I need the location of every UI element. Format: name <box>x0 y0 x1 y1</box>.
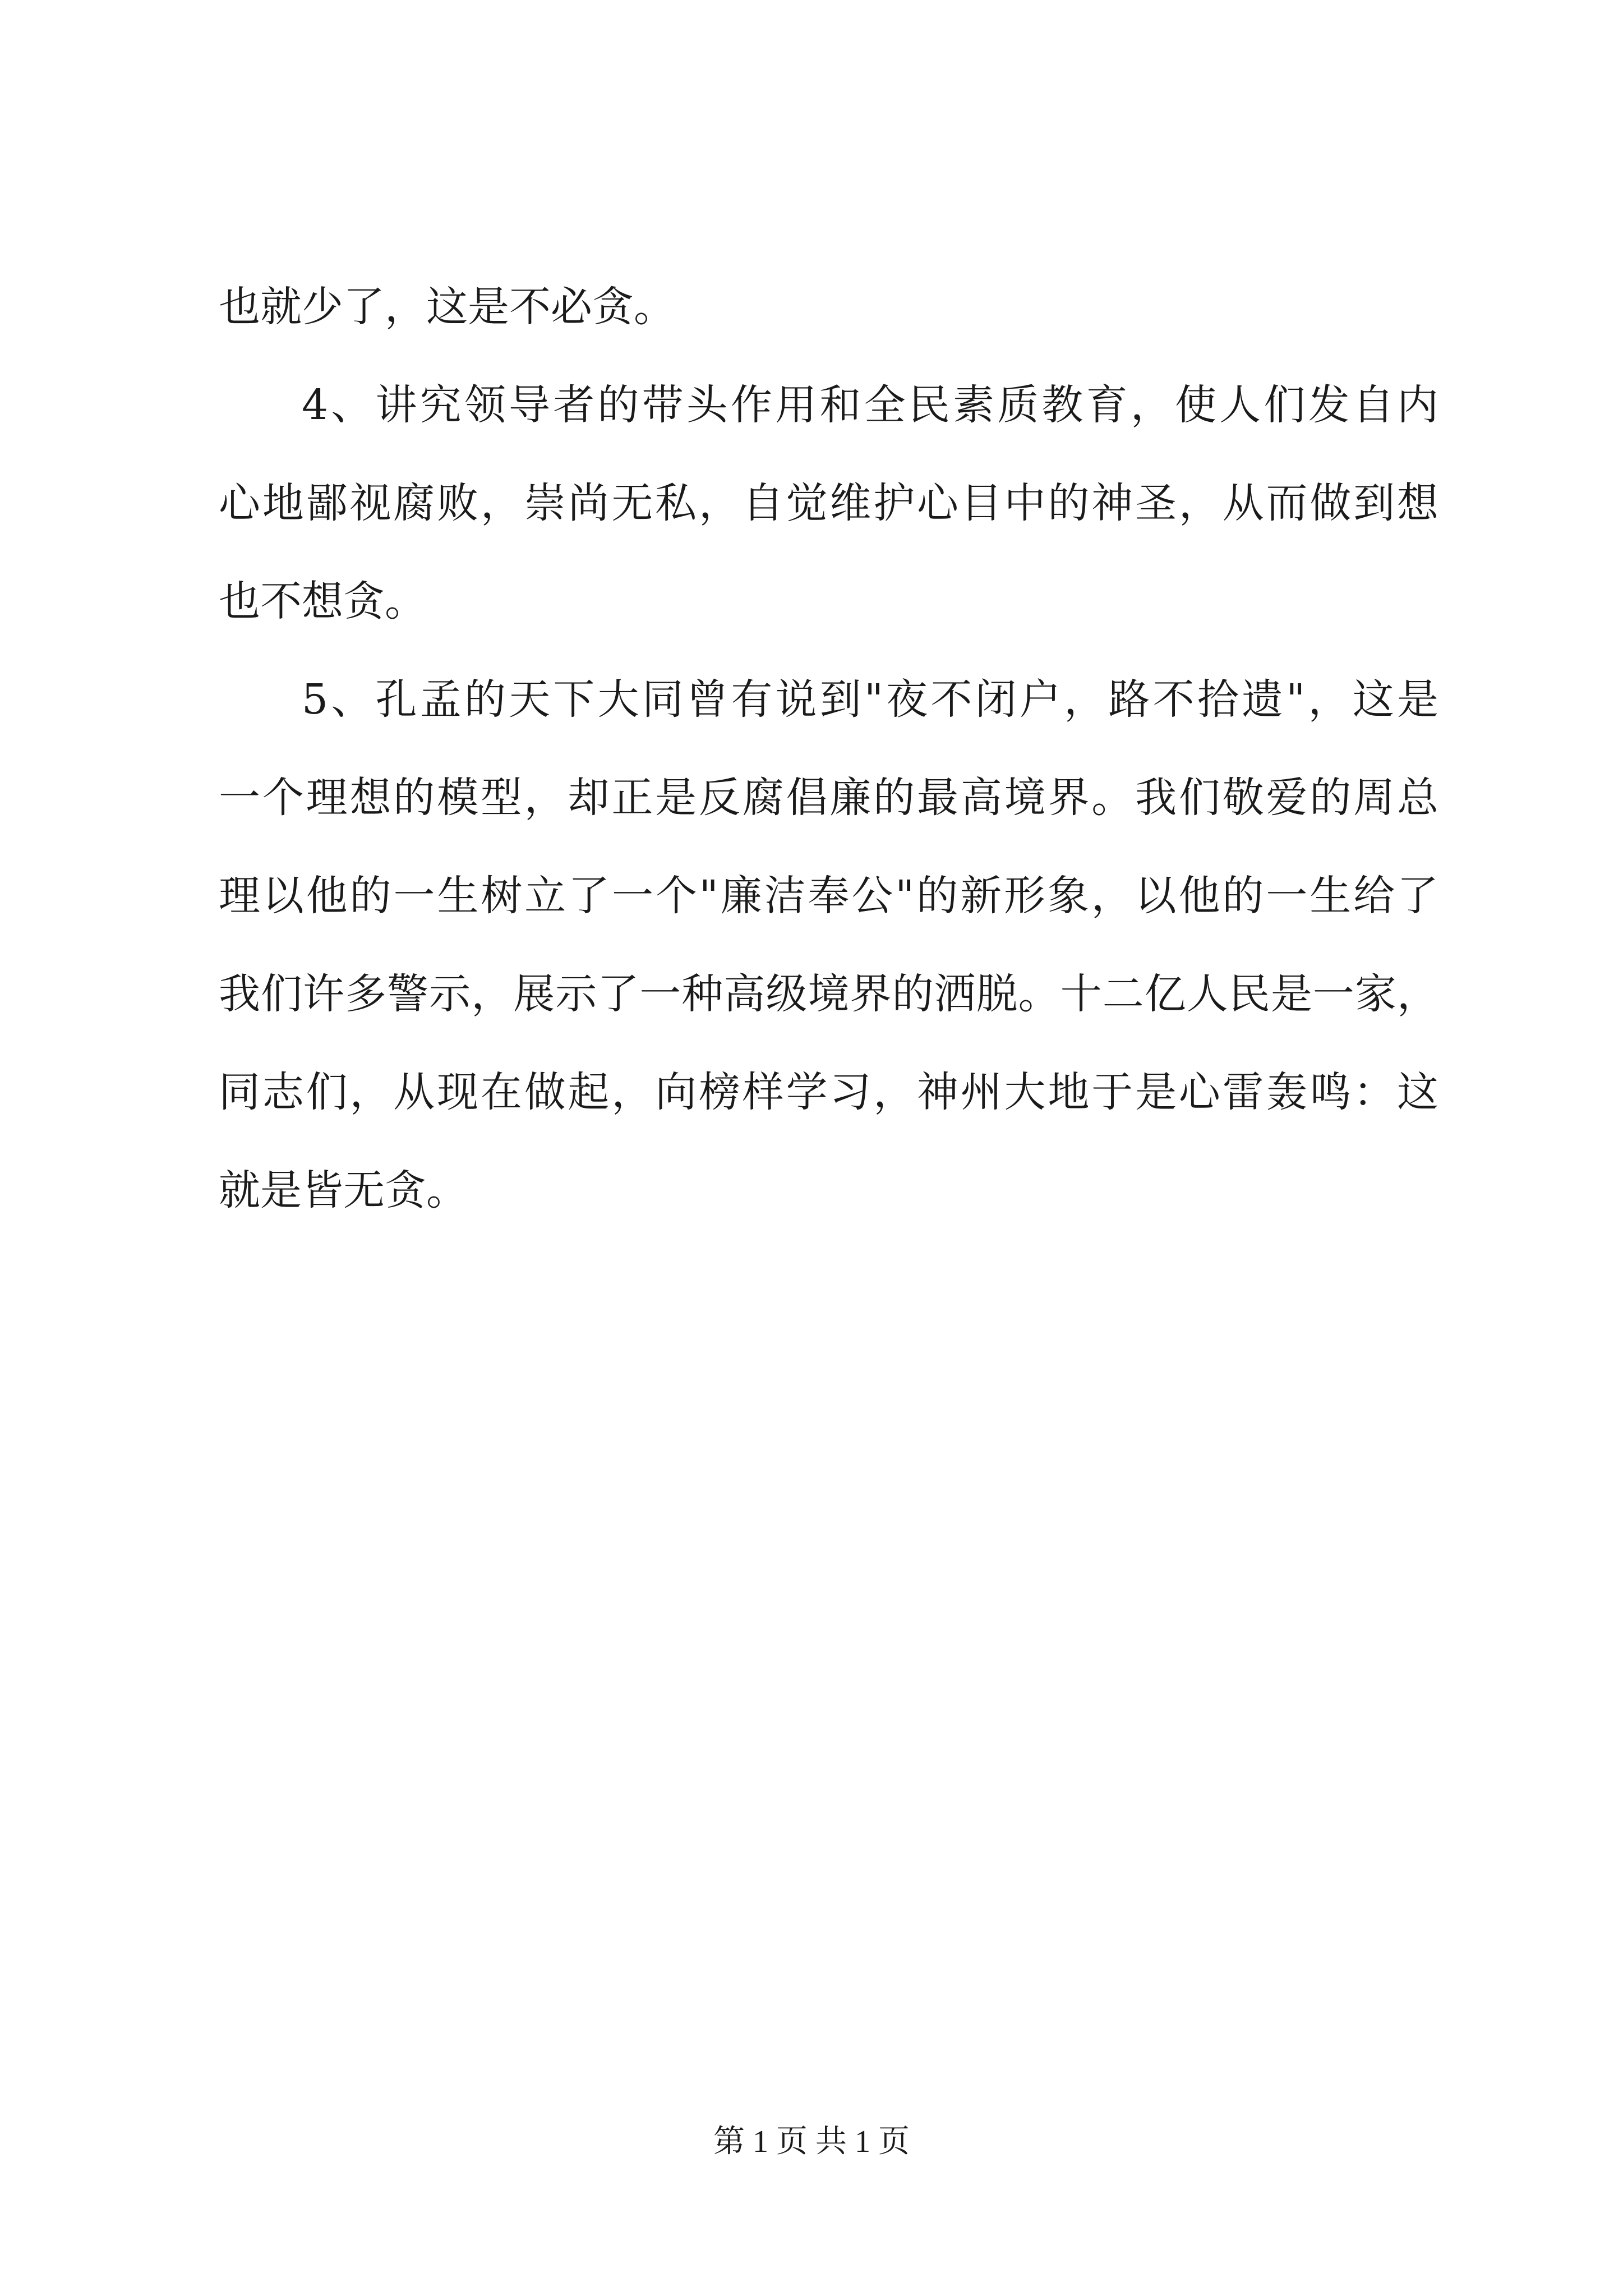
text-line: 就是皆无贪。 <box>219 1166 468 1214</box>
text-line: 我们许多警示，展示了一种高级境界的洒脱。十二亿人民是一家， <box>219 970 1438 1018</box>
text-line: 理以他的一生树立了一个"廉洁奉公"的新形象，以他的一生给了 <box>219 872 1438 920</box>
page-number-footer: 第 1 页 共 1 页 <box>713 2124 910 2159</box>
text-line: 也不想贪。 <box>219 577 426 625</box>
text-line: 也就少了，这是不必贪。 <box>219 283 675 331</box>
document-body <box>219 283 1438 1268</box>
text-line: 心地鄙视腐败，崇尚无私，自觉维护心目中的神圣，从而做到想 <box>219 479 1438 527</box>
paragraph-5-start: 5、孔孟的天下大同曾有说到"夜不闭户，路不拾遗"，这是 <box>302 675 1438 724</box>
paragraph-4-start: 4、讲究领导者的带头作用和全民素质教育，使人们发自内 <box>302 381 1438 429</box>
text-line: 同志们，从现在做起，向榜样学习，神州大地于是心雷轰鸣：这 <box>219 1068 1438 1116</box>
text-line: 一个理想的模型，却正是反腐倡廉的最高境界。我们敬爱的周总 <box>219 774 1438 822</box>
